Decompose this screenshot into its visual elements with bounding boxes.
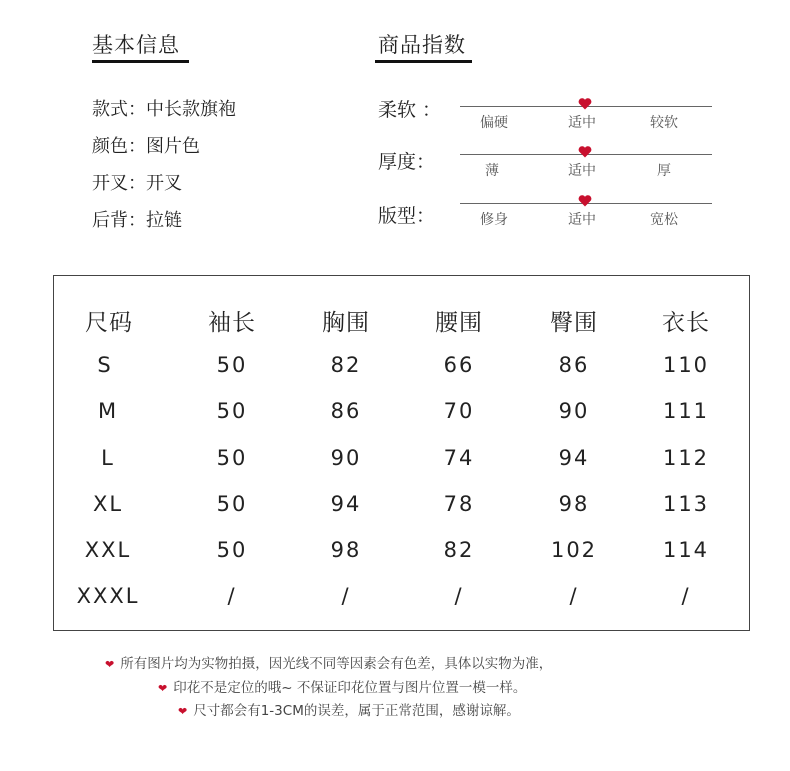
softness-label: 柔软 ： xyxy=(378,99,442,121)
table-cell: 50 xyxy=(216,399,248,423)
table-cell: S xyxy=(97,353,113,377)
header-size: 尺码 xyxy=(85,310,133,336)
table-cell: 98 xyxy=(330,538,362,562)
header-chest: 胸围 xyxy=(322,310,370,336)
header-waist: 腰围 xyxy=(435,310,483,336)
thickness-right: 厚 xyxy=(657,163,671,179)
table-cell: 113 xyxy=(662,492,710,516)
heart-icon: ❤ xyxy=(178,705,188,718)
table-cell: 114 xyxy=(662,538,710,562)
fit-label: 版型： xyxy=(378,205,436,227)
table-cell: / xyxy=(454,584,464,608)
product-index-title: 商品指数 xyxy=(378,33,466,57)
header-sleeve: 袖长 xyxy=(208,310,256,336)
table-cell: 110 xyxy=(662,353,710,377)
softness-left: 偏硬 xyxy=(480,115,508,131)
table-cell: 50 xyxy=(216,446,248,470)
table-cell: 82 xyxy=(330,353,362,377)
thickness-label: 厚度： xyxy=(378,151,436,173)
table-cell: L xyxy=(101,446,115,470)
product-index-underline xyxy=(375,60,472,63)
table-cell: 90 xyxy=(330,446,362,470)
fit-right: 宽松 xyxy=(650,212,678,228)
note-text: 所有图片均为实物拍摄，因光线不同等因素会有色差，具体以实物为准， xyxy=(120,656,553,672)
info-color: 颜色：图片色 xyxy=(92,136,200,157)
table-cell: 82 xyxy=(443,538,475,562)
heart-icon: ❤ xyxy=(158,682,168,695)
info-back: 后背：拉链 xyxy=(92,210,182,231)
note-color-difference xyxy=(105,652,552,672)
basic-info-underline xyxy=(92,60,189,63)
heart-icon: ❤ xyxy=(105,658,115,671)
table-cell: / xyxy=(227,584,237,608)
table-cell: 50 xyxy=(216,492,248,516)
table-cell: 90 xyxy=(558,399,590,423)
info-style: 款式：中长款旗袍 xyxy=(92,99,236,120)
header-hip: 臀围 xyxy=(550,310,598,336)
table-cell: / xyxy=(341,584,351,608)
note-size-tolerance xyxy=(178,699,520,719)
fit-mid: 适中 xyxy=(568,212,596,228)
table-cell: XXXL xyxy=(76,584,140,608)
fit-left: 修身 xyxy=(480,212,508,228)
note-text: 尺寸都会有1-3CM的误差，属于正常范围，感谢谅解。 xyxy=(193,703,520,719)
table-cell: XL xyxy=(92,492,124,516)
table-cell: / xyxy=(681,584,691,608)
table-cell: 70 xyxy=(443,399,475,423)
basic-info-title: 基本信息 xyxy=(92,33,180,57)
heart-icon xyxy=(578,98,592,110)
table-cell: 86 xyxy=(330,399,362,423)
table-cell: 94 xyxy=(558,446,590,470)
table-cell: 112 xyxy=(662,446,710,470)
thickness-left: 薄 xyxy=(485,163,499,179)
table-cell: XXL xyxy=(84,538,132,562)
table-cell: 98 xyxy=(558,492,590,516)
heart-icon xyxy=(578,195,592,207)
table-cell: M xyxy=(97,399,119,423)
table-cell: 66 xyxy=(443,353,475,377)
table-cell: 74 xyxy=(443,446,475,470)
table-cell: 50 xyxy=(216,538,248,562)
heart-icon xyxy=(578,146,592,158)
table-cell: 102 xyxy=(550,538,598,562)
table-cell: 78 xyxy=(443,492,475,516)
table-cell: 86 xyxy=(558,353,590,377)
table-cell: / xyxy=(569,584,579,608)
header-length: 衣长 xyxy=(662,310,710,336)
table-cell: 94 xyxy=(330,492,362,516)
softness-right: 较软 xyxy=(650,115,678,131)
table-cell: 50 xyxy=(216,353,248,377)
info-slit: 开叉：开叉 xyxy=(92,173,182,194)
thickness-mid: 适中 xyxy=(568,163,596,179)
table-cell: 111 xyxy=(662,399,710,423)
note-text: 印花不是定位的哦~ 不保证印花位置与图片位置一模一样。 xyxy=(173,680,527,696)
softness-mid: 适中 xyxy=(568,115,596,131)
note-print-position xyxy=(158,676,526,696)
